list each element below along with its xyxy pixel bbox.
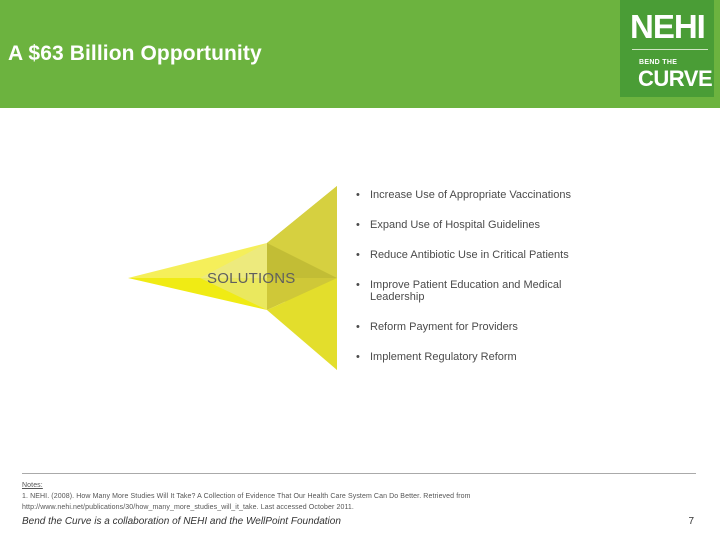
solution-item [356,279,591,303]
solutions-list [356,189,591,381]
page-number: 7 [688,516,694,527]
footer-text: Bend the Curve is a collaboration of NEHI and the WellPoint Foundation [22,516,341,527]
bullet-icon: • [356,321,360,333]
notes-heading: Notes: [22,482,43,489]
solution-item [356,249,591,261]
solution-text: Reduce Antibiotic Use in Critical Patients [370,249,569,261]
slide-title: A $63 Billion Opportunity [8,42,262,65]
solution-item [356,189,591,201]
notes [22,480,622,513]
bullet-icon: • [356,279,360,291]
solutions-label: SOLUTIONS [207,270,296,287]
solution-text: Increase Use of Appropriate Vaccinations [370,189,571,201]
bullet-icon: • [356,351,360,363]
solution-text: Reform Payment for Providers [370,321,518,333]
solution-item [356,351,591,363]
bullet-icon: • [356,249,360,261]
logo-tagline-main: CURVE [638,66,713,91]
logo-wordmark: NEHI [630,8,705,45]
solution-item [356,321,591,333]
solution-text: Expand Use of Hospital Guidelines [370,219,540,231]
notes-line: http://www.nehi.net/publications/30/how_many_more_studies_will_it_take. Last accessed October 2011. [22,504,354,511]
footer-divider [22,473,696,474]
bullet-icon: • [356,219,360,231]
notes-line: 1. NEHI. (2008). How Many More Studies Will It Take? A Collection of Evidence That Our Health Care System Can Do Better. Retrieved from [22,493,471,500]
solution-item [356,219,591,231]
logo-tagline-top: BEND THE [639,59,678,66]
solution-text: Implement Regulatory Reform [370,351,517,363]
solution-text-continuation: Leadership [370,291,425,303]
solution-text: Improve Patient Education and Medical [370,279,562,291]
bullet-icon: • [356,189,360,201]
